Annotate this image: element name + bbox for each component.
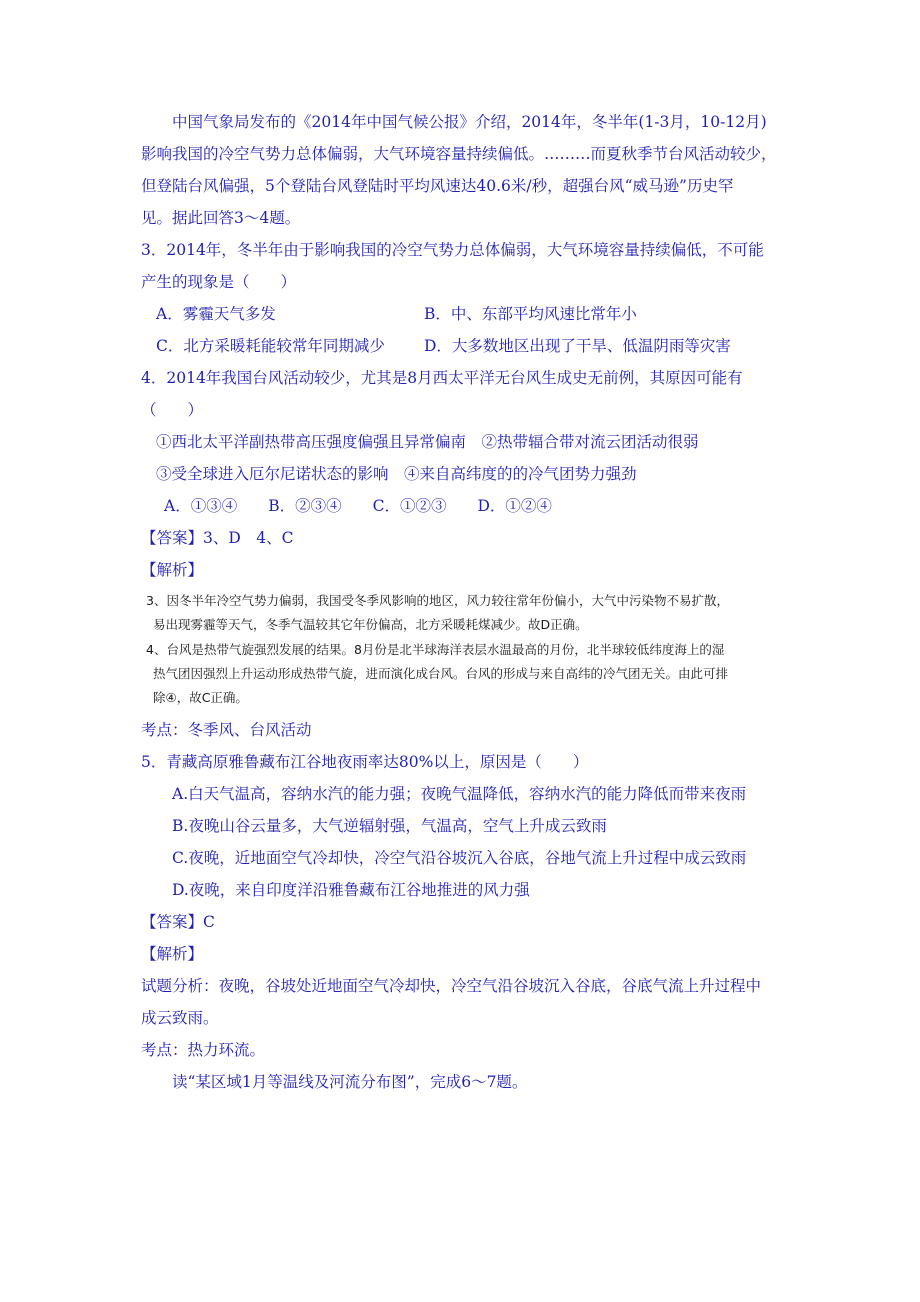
- analysis-1-line-3: 4、台风是热带气旋强烈发展的结果。8月份是北半球海洋表层水温最高的月份，北半球较低纬度海上的湿: [146, 642, 725, 657]
- kaodian-1: 考点：冬季风、台风活动: [141, 721, 312, 739]
- intro-line-3: 但登陆台风偏强，5个登陆台风登陆时平均风速达40.6米/秒，超强台风“威马逊”历史罕: [141, 177, 734, 195]
- analysis-2-line-2: 成云致雨。: [141, 1009, 219, 1027]
- q5-option-d: D.夜晚，来自印度洋沿雅鲁藏布江谷地推进的风力强: [172, 881, 530, 899]
- q4-line-1: 4．2014年我国台风活动较少，尤其是8月西太平洋无台风生成史无前例，其原因可能有: [141, 369, 743, 387]
- analysis-1-line-1: 3、因冬半年冷空气势力偏弱，我国受冬季风影响的地区，风力较往常年份偏小，大气中污染物不易扩散，: [146, 593, 729, 608]
- analysis-1-line-2: 易出现雾霾等天气，冬季气温较其它年份偏高，北方采暖耗煤减少。故D正确。: [153, 617, 588, 632]
- analysis-title-2: 【解析】: [141, 945, 204, 963]
- intro-line-4: 见。据此回答3～4题。: [141, 209, 301, 227]
- q4-options: A．①③④ B．②③④ C．①②③ D．①②④: [164, 497, 552, 515]
- q5-option-c: C.夜晚，近地面空气冷却快，冷空气沿谷坡沉入谷底，谷地气流上升过程中成云致雨: [172, 849, 747, 867]
- q4-statement-1: ①西北太平洋副热带高压强度偏强且异常偏南 ②热带辐合带对流云团活动很弱: [156, 433, 699, 451]
- q3-option-c: C．北方采暖耗能较常年同期减少: [156, 337, 385, 355]
- q3-option-d: D．大多数地区出现了干旱、低温阴雨等灾害: [424, 337, 731, 355]
- q5-option-b: B.夜晚山谷云量多，大气逆辐射强，气温高，空气上升成云致雨: [172, 817, 607, 835]
- q3-option-b: B．中、东部平均风速比常年小: [424, 305, 637, 323]
- analysis-1-line-5: 除④，故C正确。: [153, 690, 248, 705]
- analysis-title-1: 【解析】: [141, 561, 204, 579]
- analysis-1-line-4: 热气团因强烈上升运动形成热带气旋，进而演化成台风。台风的形成与来自高纬的冷气团无关。由此可排: [153, 666, 729, 681]
- intro-line-1: 中国气象局发布的《2014年中国气候公报》介绍，2014年，冬半年(1-3月，10-12月): [172, 113, 767, 131]
- q4-statement-2: ③受全球进入厄尔尼诺状态的影响 ④来自高纬度的的冷气团势力强劲: [156, 465, 637, 483]
- answer-5: 【答案】C: [141, 913, 215, 931]
- kaodian-2: 考点：热力环流。: [141, 1041, 266, 1059]
- q5-line-1: 5．青藏高原雅鲁藏布江谷地夜雨率达80%以上，原因是（ ）: [141, 753, 589, 771]
- q3-option-a: A．雾霾天气多发: [156, 305, 276, 323]
- analysis-2-line-1: 试题分析：夜晚，谷坡处近地面空气冷却快，冷空气沿谷坡沉入谷底，谷底气流上升过程中: [141, 977, 762, 995]
- q3-line-1: 3．2014年，冬半年由于影响我国的冷空气势力总体偏弱，大气环境容量持续偏低，不可能: [141, 241, 764, 259]
- q5-option-a: A.白天气温高，容纳水汽的能力强；夜晚气温降低，容纳水汽的能力降低而带来夜雨: [172, 785, 747, 803]
- intro-line-2: 影响我国的冷空气势力总体偏弱，大气环境容量持续偏低。………而夏秋季节台风活动较少，: [141, 145, 777, 163]
- answer-3-4: 【答案】3、D 4、C: [141, 529, 294, 547]
- read-instruction: 读“某区域1月等温线及河流分布图”，完成6～7题。: [172, 1073, 528, 1091]
- q4-line-2: （ ）: [141, 401, 204, 419]
- q3-line-2: 产生的现象是（ ）: [141, 273, 297, 291]
